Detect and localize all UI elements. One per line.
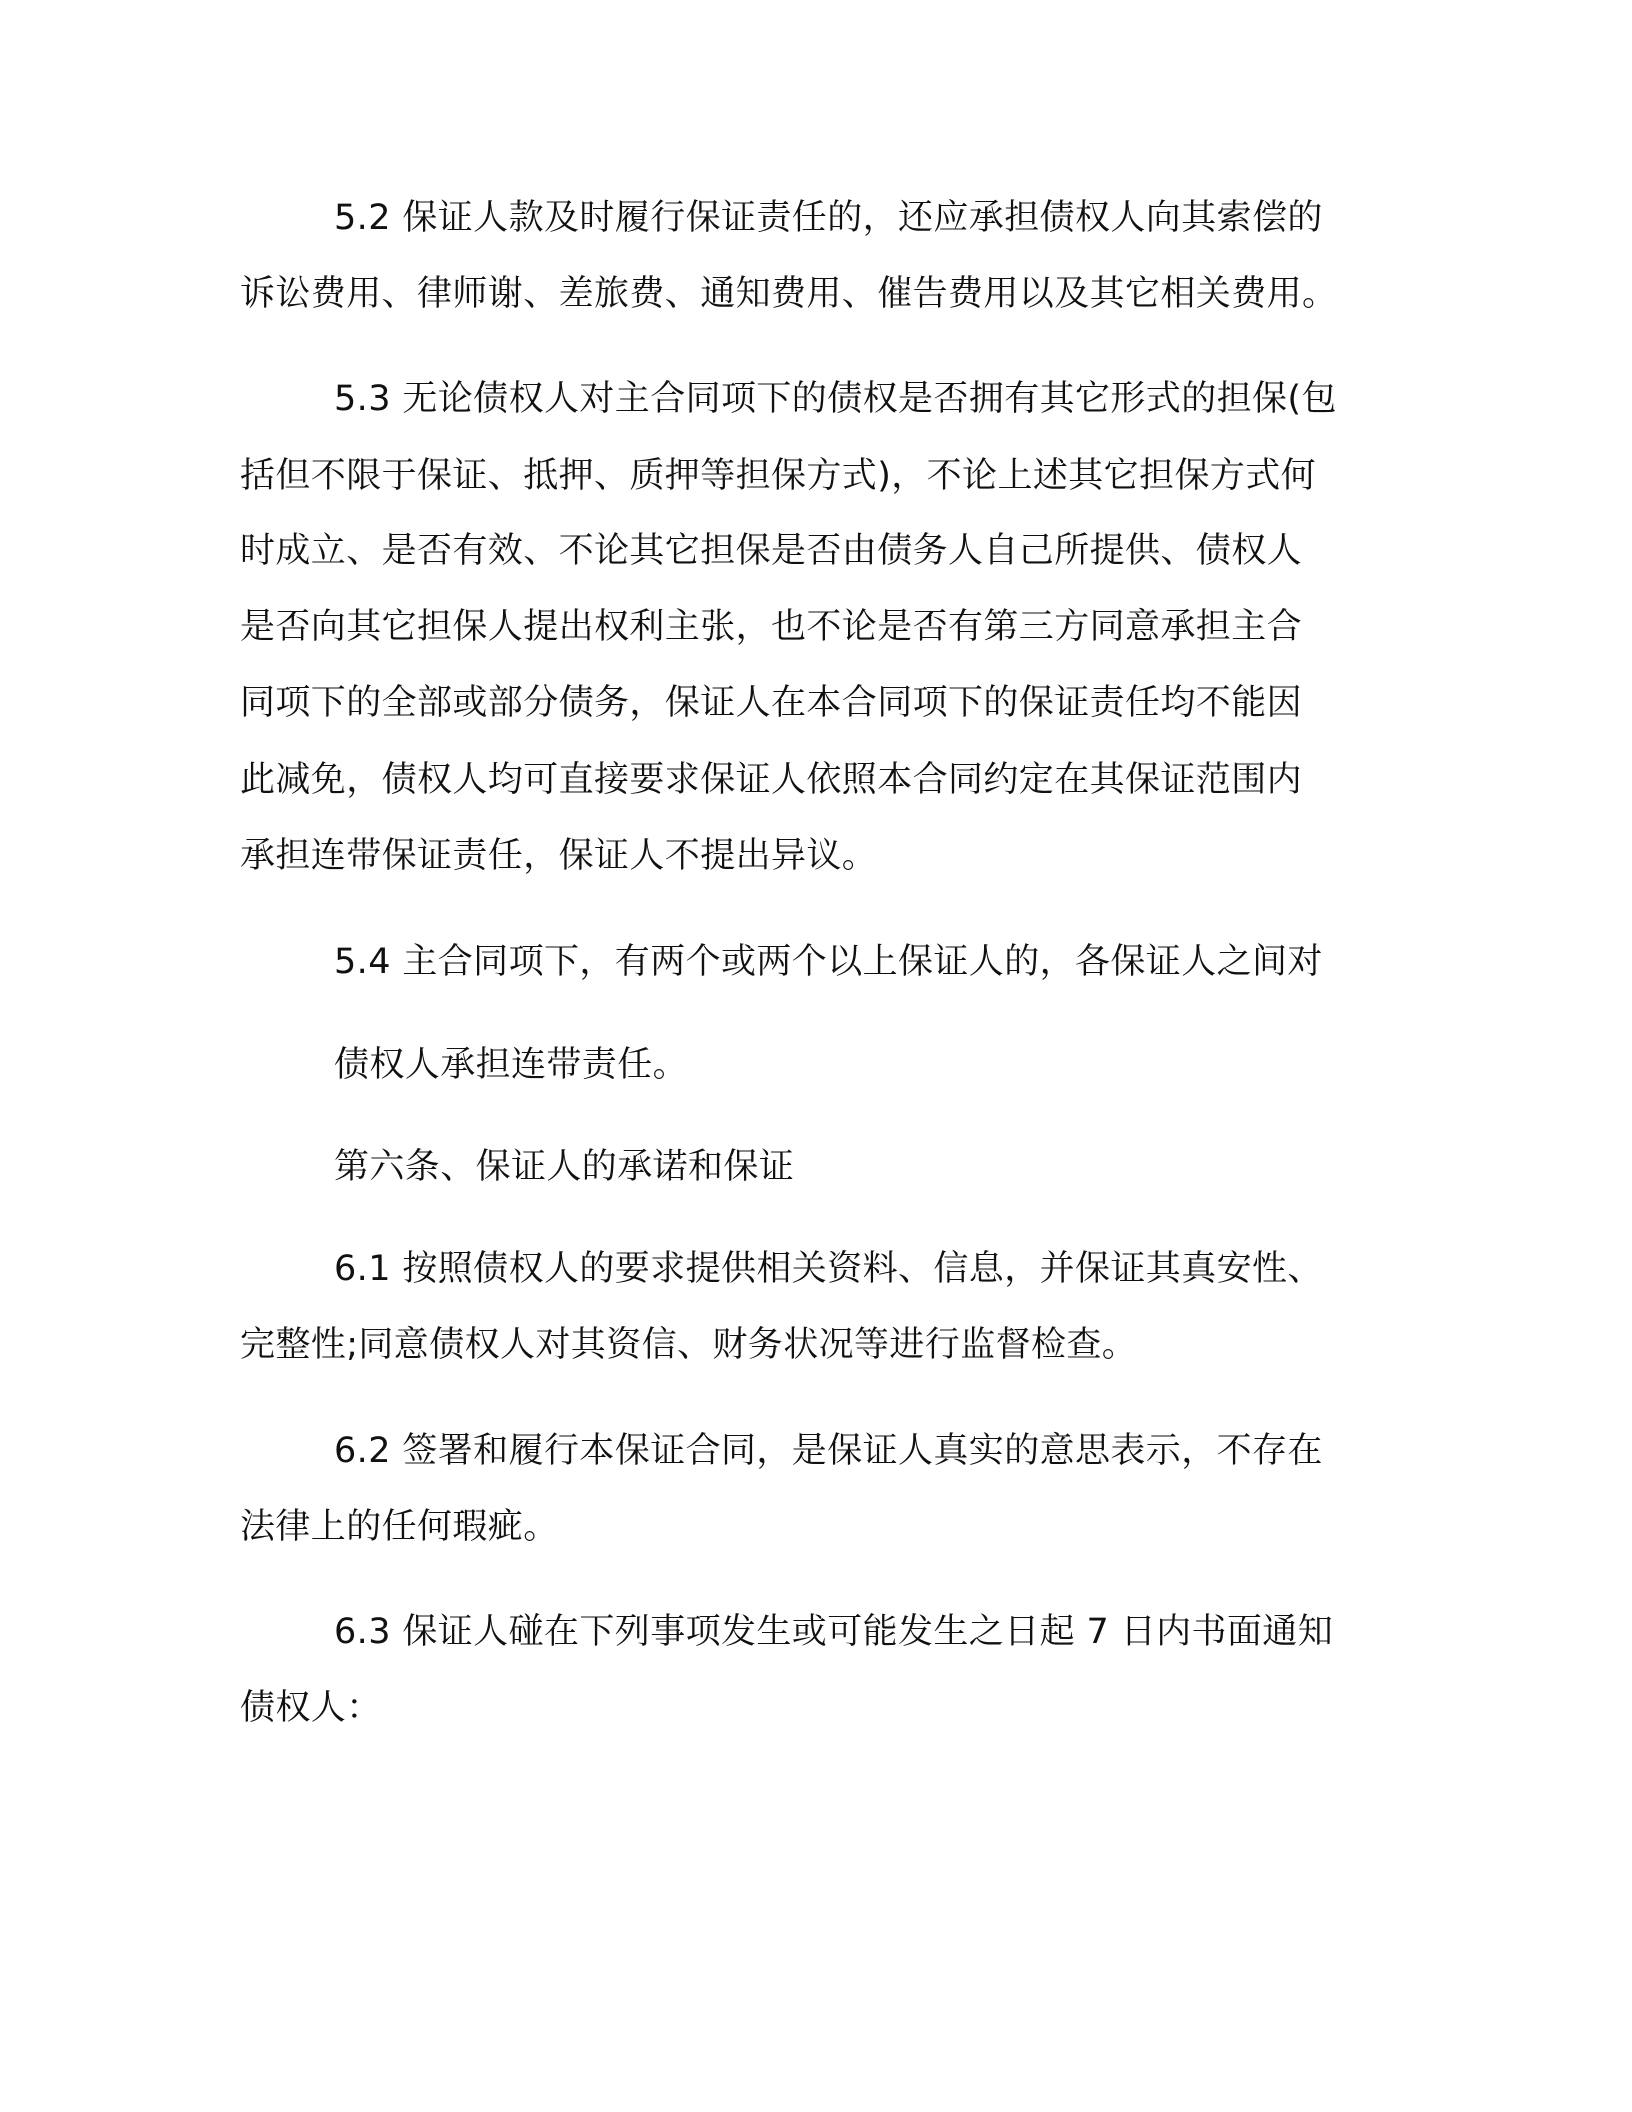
text-line: 法律上的任何瑕疵。 bbox=[240, 1507, 559, 1547]
text-line: 5.4 主合同项下，有两个或两个以上保证人的，各保证人之间对 bbox=[334, 942, 1323, 982]
text-line: 5.3 无论债权人对主合同项下的债权是否拥有其它形式的担保(包 bbox=[334, 379, 1337, 419]
text-line: 完整性;同意债权人对其资信、财务状况等进行监督检查。 bbox=[240, 1325, 1138, 1365]
text-line: 债权人承担连带责任。 bbox=[334, 1045, 689, 1085]
section-heading: 第六条、保证人的承诺和保证 bbox=[334, 1147, 795, 1187]
text-line: 括但不限于保证、抵押、质押等担保方式)，不论上述其它担保方式何 bbox=[240, 456, 1317, 496]
text-line: 6.3 保证人碰在下列事项发生或可能发生之日起 7 日内书面通知 bbox=[334, 1612, 1334, 1652]
text-line: 同项下的全部或部分债务，保证人在本合同项下的保证责任均不能因 bbox=[240, 683, 1303, 723]
text-line: 诉讼费用、律师谢、差旅费、通知费用、催告费用以及其它相关费用。 bbox=[240, 274, 1338, 314]
text-line: 5.2 保证人款及时履行保证责任的，还应承担债权人向其索偿的 bbox=[334, 198, 1323, 238]
text-line: 承担连带保证责任，保证人不提出异议。 bbox=[240, 836, 878, 876]
text-line: 6.2 签署和履行本保证合同，是保证人真实的意思表示，不存在 bbox=[334, 1431, 1323, 1471]
text-line: 债权人： bbox=[240, 1688, 382, 1728]
text-line: 6.1 按照债权人的要求提供相关资料、信息，并保证其真安性、 bbox=[334, 1249, 1323, 1289]
text-line: 时成立、是否有效、不论其它担保是否由债务人自己所提供、债权人 bbox=[240, 531, 1303, 571]
text-line: 此减免，债权人均可直接要求保证人依照本合同约定在其保证范围内 bbox=[240, 760, 1303, 800]
text-line: 是否向其它担保人提出权利主张，也不论是否有第三方同意承担主合 bbox=[240, 607, 1303, 647]
